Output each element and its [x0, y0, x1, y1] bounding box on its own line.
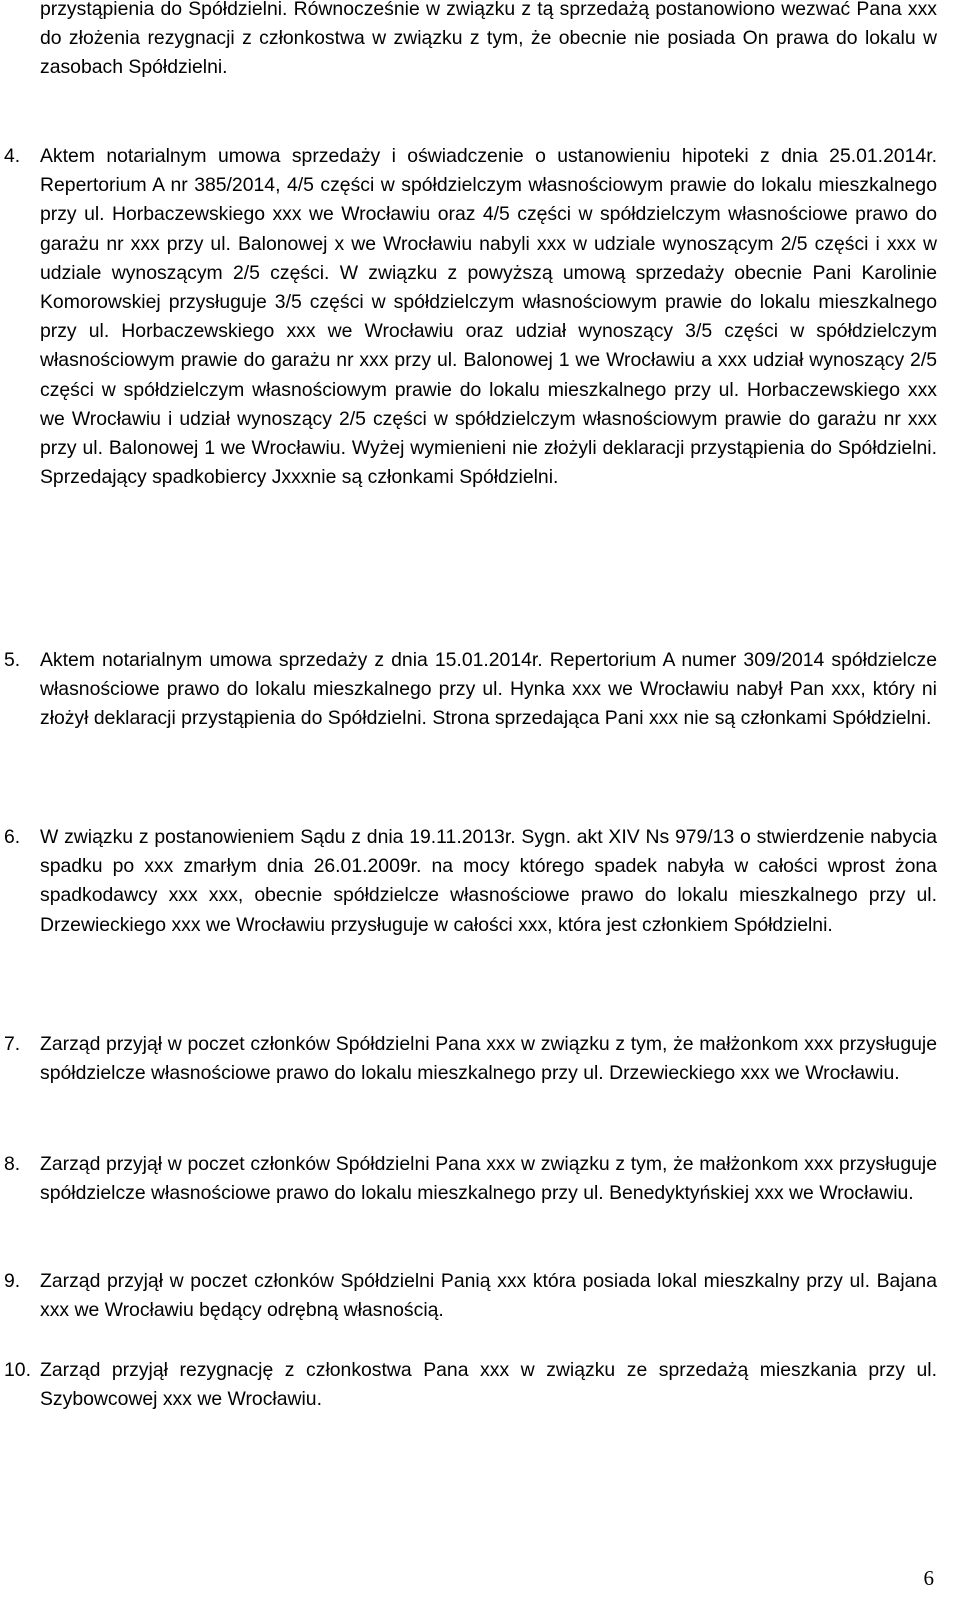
page-number: 6 — [923, 1566, 934, 1590]
item-number: 4. — [4, 145, 21, 167]
list-item-4 — [4, 142, 937, 492]
item-text: Aktem notarialnym umowa sprzedaży i oświadczenie o ustanowieniu hipoteki z dnia 25.01.2014r. Repertorium A nr 385/2014, 4/5 części w spółdzielczym własnościowym prawie do lokalu mieszkalnego przy ul. Horbaczewskiego xxx we Wrocławiu oraz 4/5 części w spółdzielczym własnościowe prawo do garażu nr xxx przy ul. Balonowej x we Wrocławiu nabyli xxx w udziale wynoszącym 2/5 części i xxx w udziale wynoszącym 2/5 części. W związku z powyższą umową sprzedaży obecnie Pani Karolinie Komorowskiej przysługuje 3/5 części w spółdzielczym własnościowym prawie do lokalu mieszkalnego przy ul. Horbaczewskiego xxx we Wrocławiu oraz udział wynoszący 3/5 części w spółdzielczym własnościowym prawie do garażu nr xxx przy ul. Balonowej 1 we Wrocławiu a xxx udział wynoszący 2/5 części w spółdzielczym własnościowym prawie do lokalu mieszkalnego przy ul. Horbaczewskiego xxx we Wrocławiu i udział wynoszący 2/5 części w spółdzielczym własnościowym prawie do garażu nr xxx przy ul. Balonowej 1 we Wrocławiu. Wyżej wymienieni nie złożyli deklaracji przystąpienia do Spółdzielni. Sprzedający spadkobiercy Jxxxnie są członkami Spółdzielni. — [40, 145, 937, 489]
list-item-8 — [4, 1150, 937, 1208]
item-text: W związku z postanowieniem Sądu z dnia 19.11.2013r. Sygn. akt XIV Ns 979/13 o stwierdzenie nabycia spadku po xxx zmarłym dnia 26.01.2009r. na mocy którego spadek nabyła w całości wprost żona spadkodawcy xxx xxx, obecnie spółdzielcze własnościowe prawo do lokalu mieszkalnego przy ul. Drzewieckiego xxx we Wrocławiu przysługuje w całości xxx, która jest członkiem Spółdzielni. — [40, 826, 937, 936]
item-number: 8. — [4, 1153, 21, 1175]
item-text: Zarząd przyjął rezygnację z członkostwa Pana xxx w związku ze sprzedażą mieszkania przy ul. Szybowcowej xxx we Wrocławiu. — [40, 1359, 937, 1411]
item-text: Zarząd przyjął w poczet członków Spółdzielni Panią xxx która posiada lokal mieszkalny przy ul. Bajana xxx we Wrocławiu będący odrębną własnością. — [40, 1270, 937, 1322]
item-number: 7. — [4, 1033, 21, 1055]
item-number: 9. — [4, 1270, 21, 1292]
list-item-5 — [4, 646, 937, 734]
item-number: 6. — [4, 826, 21, 848]
item-text: Aktem notarialnym umowa sprzedaży z dnia 15.01.2014r. Repertorium A numer 309/2014 spółdzielcze własnościowe prawo do lokalu mieszkalnego przy ul. Hynka xxx we Wrocławiu nabył Pan xxx, który ni złożył deklaracji przystąpienia do Spółdzielni. Strona sprzedająca Pani xxx nie są członkami Spółdzielni. — [40, 649, 937, 730]
list-item-10 — [4, 1356, 937, 1414]
item-text: Zarząd przyjął w poczet członków Spółdzielni Pana xxx w związku z tym, że małżonkom xxx przysługuje spółdzielcze własnościowe prawo do lokalu mieszkalnego przy ul. Drzewieckiego xxx we Wrocławiu. — [40, 1033, 937, 1085]
item-number: 10. — [4, 1359, 31, 1381]
item-text: Zarząd przyjął w poczet członków Spółdzielni Pana xxx w związku z tym, że małżonkom xxx przysługuje spółdzielcze własnościowe prawo do lokalu mieszkalnego przy ul. Benedyktyńskiej xxx we Wrocławiu. — [40, 1153, 937, 1205]
item-number: 5. — [4, 649, 21, 671]
list-item-6 — [4, 823, 937, 940]
list-item-9 — [4, 1267, 937, 1325]
list-item-7 — [4, 1030, 937, 1088]
continuation-paragraph: przystąpienia do Spółdzielni. Równocześnie w związku z tą sprzedażą postanowiono wezwać Pana xxx do złożenia rezygnacji z członkostwa w związku z tym, że obecnie nie posiada On prawa do lokalu w zasobach Spółdzielni. — [40, 0, 937, 79]
